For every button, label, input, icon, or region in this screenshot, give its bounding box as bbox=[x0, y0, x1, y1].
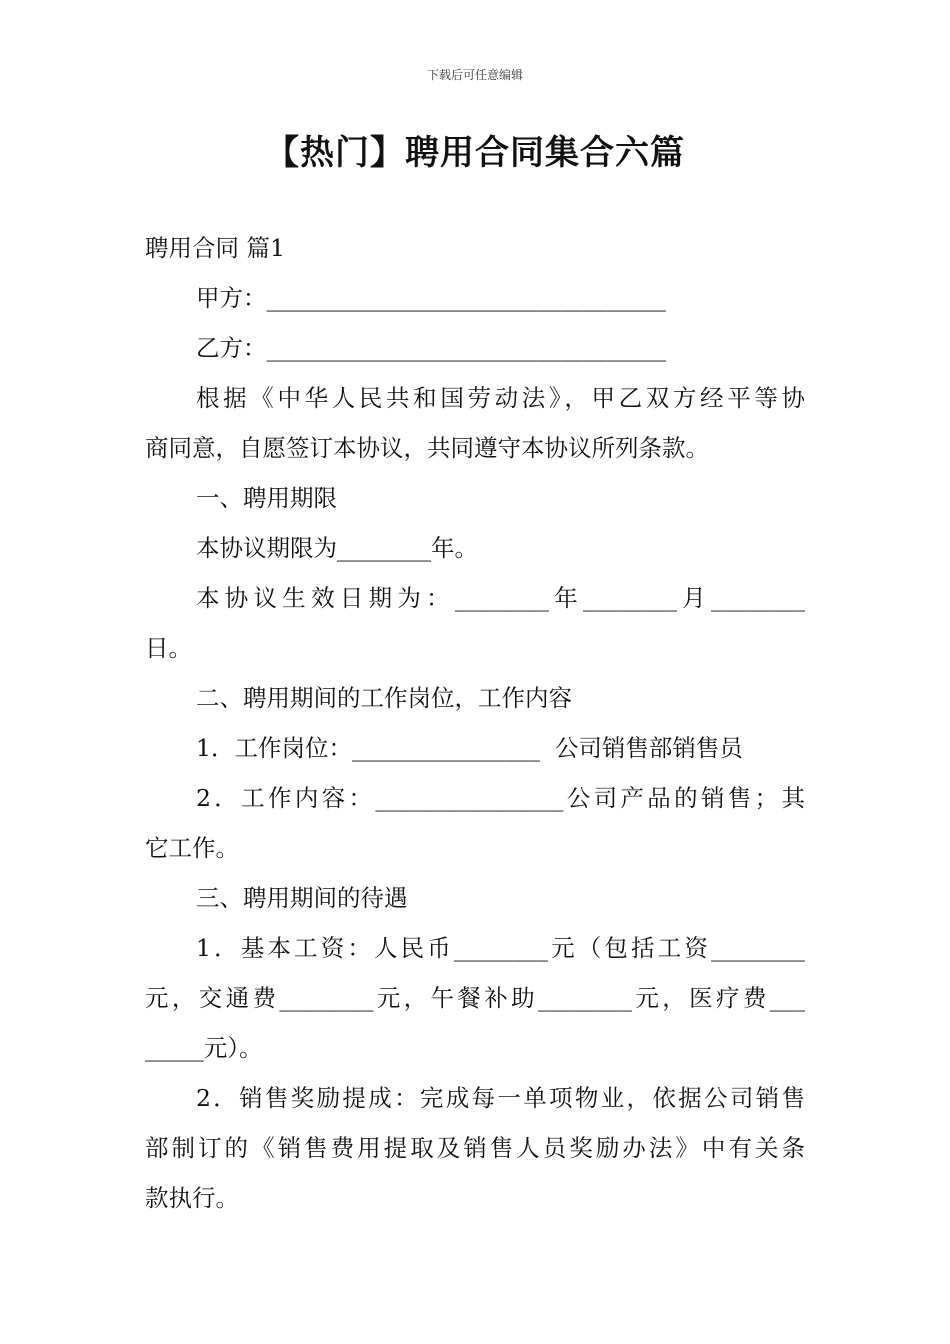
paragraph-line: _____元）。 bbox=[145, 1034, 263, 1062]
paragraph-line: 本协议生效日期为：________年________月________ bbox=[196, 584, 805, 612]
paragraph-line: 款执行。 bbox=[145, 1184, 239, 1212]
clause-heading-3: 三、聘用期间的待遇 bbox=[196, 884, 408, 912]
paragraph-line: 元，交通费________元，午餐补助________元，医疗费___ bbox=[145, 984, 805, 1012]
paragraph-line: 根据《中华人民共和国劳动法》，甲乙双方经平等协 bbox=[196, 384, 805, 412]
paragraph-line: 日。 bbox=[145, 634, 192, 662]
paragraph-line: 2．工作内容：________________公司产品的销售；其 bbox=[196, 784, 805, 812]
header-note: 下载后可任意编辑 bbox=[426, 68, 523, 82]
paragraph-line: 1．工作岗位：________________ 公司销售部销售员 bbox=[196, 734, 743, 762]
party-b-line: 乙方：__________________________________ bbox=[196, 334, 666, 362]
paragraph-line: 1．基本工资：人民币________元（包括工资________ bbox=[196, 934, 805, 962]
paragraph-line: 2．销售奖励提成：完成每一单项物业，依据公司销售 bbox=[196, 1084, 805, 1112]
paragraph-line: 本协议期限为________年。 bbox=[196, 534, 478, 562]
clause-heading-1: 一、聘用期限 bbox=[196, 484, 337, 512]
clause-heading-2: 二、聘用期间的工作岗位，工作内容 bbox=[196, 684, 572, 712]
document-title: 【热门】聘用合同集合六篇 bbox=[265, 133, 685, 173]
party-a-line: 甲方：__________________________________ bbox=[196, 284, 666, 312]
paragraph-line: 部制订的《销售费用提取及销售人员奖励办法》中有关条 bbox=[145, 1134, 805, 1162]
section-heading-1: 聘用合同 篇1 bbox=[145, 234, 285, 262]
paragraph-line: 它工作。 bbox=[145, 834, 239, 862]
paragraph-line: 商同意，自愿签订本协议，共同遵守本协议所列条款。 bbox=[145, 434, 709, 462]
